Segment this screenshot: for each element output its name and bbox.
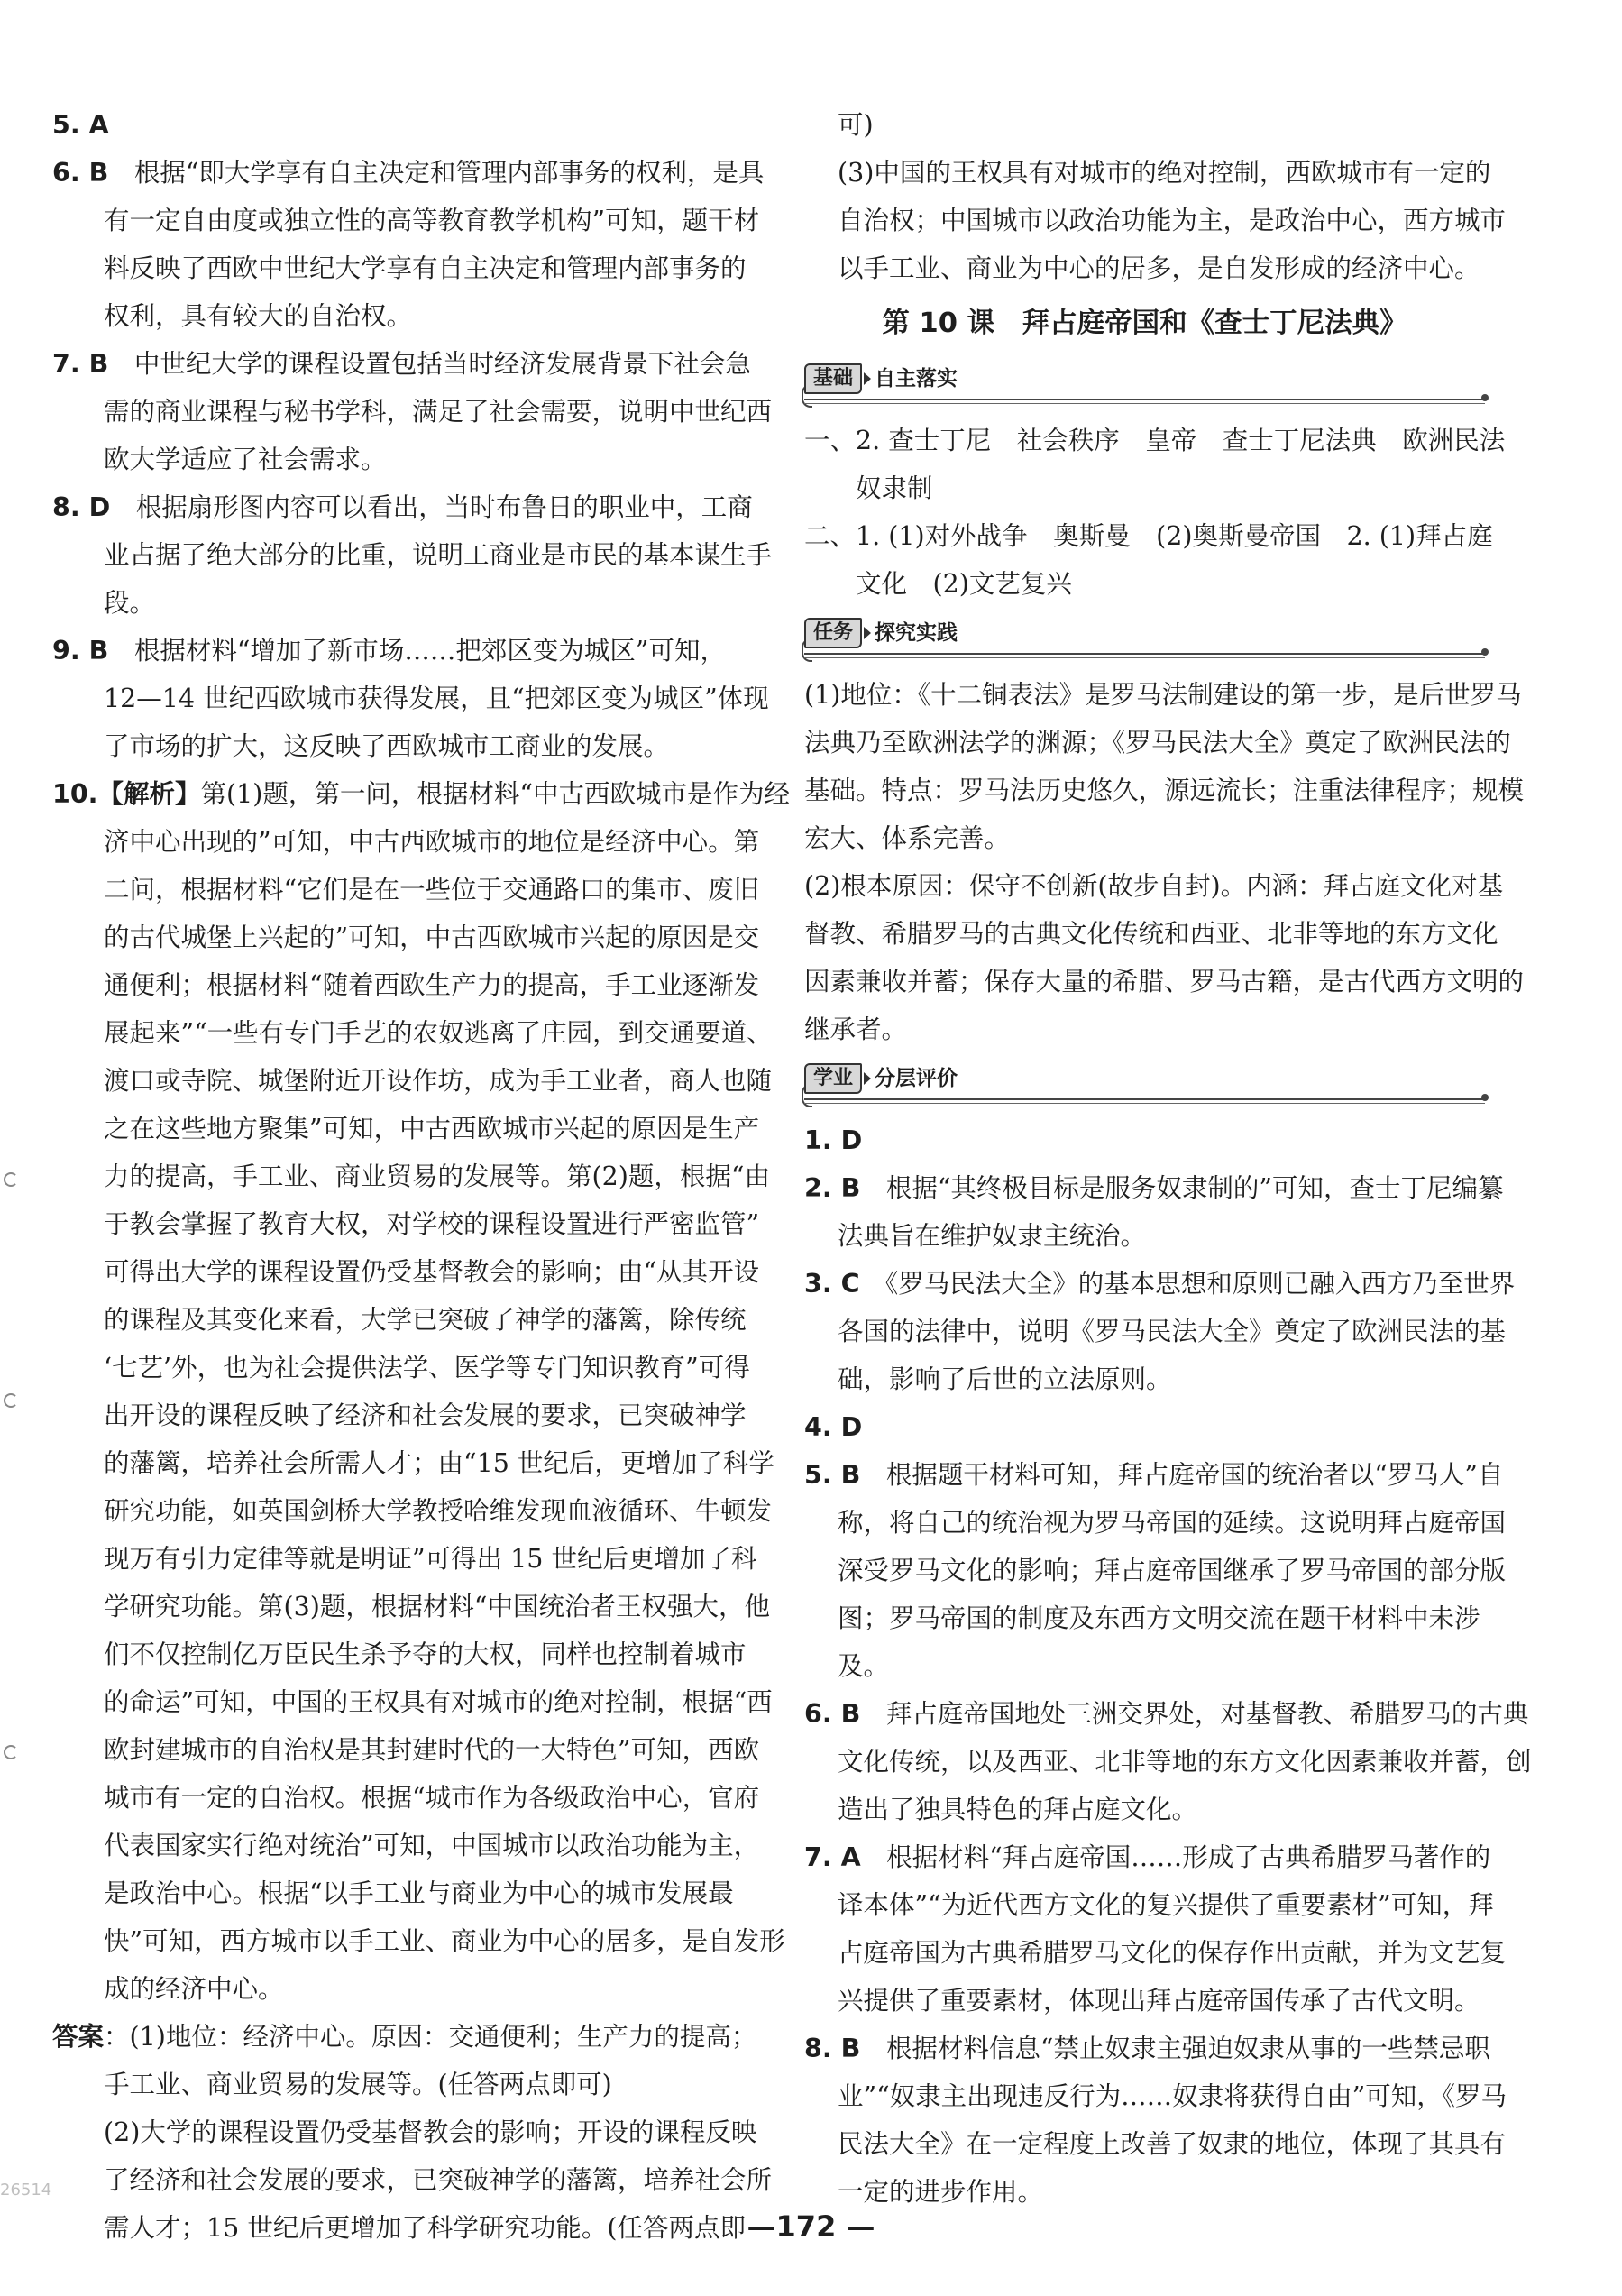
item-text: 第(1)题，第一问，根据材料“中古西欧城市是作为经	[200, 779, 790, 809]
text-line: 及。	[838, 1651, 890, 1681]
arrow-icon	[864, 627, 871, 639]
text-line: 督教、希腊罗马的古典文化传统和西亚、北非等地的东方文化	[804, 919, 1498, 949]
text-line: 兴提供了重要素材，体现出拜占庭帝国传承了古代文明。	[838, 1986, 1480, 2016]
text-line: 欧封建城市的自治权是其封建时代的一大特色”可知，西欧	[104, 1735, 760, 1765]
item-text: 根据“即大学享有自主决定和管理内部事务的权利，是具	[108, 158, 765, 188]
question-item	[52, 770, 790, 818]
text-line: 业占据了绝大部分的比重，说明工商业是市民的基本谋生手	[104, 540, 773, 570]
left-column	[52, 101, 790, 2252]
answer-item	[52, 2013, 757, 2061]
question-number: 5. A	[52, 110, 109, 140]
text-line: 城市有一定的自治权。根据“城市作为各级政治中心，官府	[104, 1783, 760, 1813]
text-line: 需的商业课程与秘书学科，满足了社会需要，说明中世纪西	[104, 397, 773, 427]
text-line: 宏大、体系完善。	[804, 823, 1011, 853]
question-item	[804, 2025, 1490, 2072]
text-line: 可)	[838, 110, 874, 140]
text-line: ‘七艺’外，也为社会提供法学、医学等专门知识教育”可得	[104, 1353, 750, 1382]
question-item	[804, 1260, 1516, 1308]
text-line: 二问，根据材料“它们是在一些位于交通路口的集市、废旧	[104, 875, 760, 905]
question-number: 9. B	[52, 636, 109, 666]
text-line: 基础。特点：罗马法历史悠久，源远流长；注重法律程序；规模	[804, 776, 1525, 805]
question-number: 7. A	[804, 1842, 861, 1872]
question-number: 10.【解析】	[52, 779, 201, 809]
text-line: 一定的进步作用。	[838, 2177, 1044, 2207]
question-item	[52, 340, 751, 388]
text-line: 础，影响了后世的立法原则。	[838, 1364, 1172, 1394]
question-number: 3. C	[804, 1269, 860, 1299]
section-subtitle: 探究实践	[875, 621, 958, 645]
item-text: 中世纪大学的课程设置包括当时经济发展背景下社会急	[108, 349, 751, 379]
text-line: 可得出大学的课程设置仍受基督教会的影响；由“从其开设	[104, 1257, 760, 1287]
text-line: 的命运”可知，中国的王权具有对城市的绝对控制，根据“西	[104, 1687, 773, 1717]
text-line: 深受罗马文化的影响；拜占庭帝国继承了罗马帝国的部分版	[838, 1556, 1507, 1585]
question-item	[804, 1833, 1491, 1881]
text-line: 文化 (2)文艺复兴	[856, 569, 1072, 599]
text-line: (3)中国的王权具有对城市的绝对控制，西欧城市有一定的	[838, 158, 1491, 188]
question-number: 4. D	[804, 1412, 863, 1442]
text-line: 一、2. 查士丁尼 社会秩序 皇帝 查士丁尼法典 欧洲民法	[804, 426, 1506, 455]
item-text: 根据“其终极目标是服务奴隶制的”可知，查士丁尼编纂	[860, 1173, 1504, 1203]
page-number: —172 —	[747, 2209, 875, 2244]
item-text: 根据材料“拜占庭帝国……形成了古典希腊罗马著作的	[860, 1842, 1491, 1872]
text-line: 欧大学适应了社会需求。	[104, 445, 387, 474]
question-number: 2. B	[804, 1173, 861, 1203]
dot-ornament-icon	[1481, 1094, 1489, 1101]
text-line: 权利，具有较大的自治权。	[104, 301, 413, 331]
right-column	[804, 101, 1532, 2216]
text-line: (2)根本原因：保守不创新(故步自封)。内涵：拜占庭文化对基	[804, 871, 1504, 901]
text-line: 图；罗马帝国的制度及东西方文明交流在题干材料中未涉	[838, 1603, 1480, 1633]
question-item	[52, 627, 738, 675]
question-number: 5. B	[804, 1460, 861, 1490]
text-line: 因素兼收并蓄；保存大量的希腊、罗马古籍，是古代西方文明的	[804, 967, 1525, 996]
question-item	[52, 483, 753, 531]
continued-answer	[804, 101, 1507, 292]
question-number: 6. B	[804, 1699, 861, 1729]
text-line: 的藩篱，培养社会所需人才；由“15 世纪后，更增加了科学	[104, 1448, 774, 1478]
section-study-header	[804, 1057, 1485, 1109]
text-line: 奴隶制	[856, 473, 933, 503]
text-line: 了经济和社会发展的要求，已突破神学的藩篱，培养社会所	[104, 2165, 773, 2195]
binding-hole-icon	[4, 1172, 18, 1187]
question-item	[804, 1403, 1485, 1451]
text-line: 研究功能，如英国剑桥大学教授哈维发现血液循环、牛顿发	[104, 1496, 773, 1526]
text-line: 学研究功能。第(3)题，根据材料“中国统治者王权强大，他	[104, 1592, 770, 1621]
text-line: (1)地位：《十二铜表法》是罗马法制建设的第一步，是后世罗马	[804, 680, 1522, 710]
text-line: 二、1. (1)对外战争 奥斯曼 (2)奥斯曼帝国 2. (1)拜占庭	[804, 521, 1493, 551]
dot-ornament-icon	[1481, 648, 1489, 656]
text-line: (2)大学的课程设置仍受基督教会的影响；开设的课程反映	[104, 2117, 757, 2147]
text-line: 之在这些地方聚集”可知，中古西欧城市兴起的原因是生产	[104, 1114, 760, 1143]
question-item	[804, 1116, 1485, 1164]
question-item	[804, 1690, 1529, 1738]
item-text: 根据材料“增加了新市场……把郊区变为城区”可知，	[108, 636, 726, 666]
basics-answers	[804, 417, 1506, 608]
text-line: 以手工业、商业为中心的居多，是自发形成的经济中心。	[838, 253, 1480, 283]
question-number: 7. B	[52, 349, 109, 379]
item-text: 根据扇形图内容可以看出，当时布鲁日的职业中，工商	[110, 492, 753, 522]
question-number: 8. B	[804, 2034, 861, 2063]
arrow-icon	[864, 372, 871, 385]
text-line: 是政治中心。根据“以手工业与商业为中心的城市发展最	[104, 1878, 734, 1908]
question-item	[804, 1164, 1504, 1212]
question-item	[52, 101, 738, 149]
text-line: 料反映了西欧中世纪大学享有自主决定和管理内部事务的	[104, 253, 747, 283]
study-answers	[804, 1116, 1532, 2216]
text-line: 通便利；根据材料“随着西欧生产力的提高，手工业逐渐发	[104, 970, 760, 1000]
text-line: 的古代城堡上兴起的”可知，中古西欧城市兴起的原因是交	[104, 923, 760, 952]
text-line: 译本体”“为近代西方文化的复兴提供了重要素材”可知，拜	[838, 1890, 1494, 1920]
text-line: 民法大全》在一定程度上改善了奴隶的地位，体现了其具有	[838, 2129, 1507, 2159]
question-item	[804, 1451, 1504, 1499]
lesson-title: 第 10 课 拜占庭帝国和《查士丁尼法典》	[882, 308, 1407, 339]
text-line: 济中心出现的”可知，中古西欧城市的地位是经济中心。第	[104, 827, 760, 857]
text-line: 于教会掌握了教育大权，对学校的课程设置进行严密监管”	[104, 1209, 760, 1239]
text-line: 现万有引力定律等就是明证”可得出 15 世纪后更增加了科	[104, 1544, 757, 1574]
text-line: 成的经济中心。	[104, 1974, 284, 2004]
text-line: 继承者。	[804, 1015, 908, 1044]
text-line: 12—14 世纪西欧城市获得发展，且“把郊区变为城区”体现	[104, 684, 769, 713]
section-task-header	[804, 611, 1485, 664]
text-line: 段。	[104, 588, 156, 618]
text-line: 力的提高，手工业、商业贸易的发展等。第(2)题，根据“由	[104, 1162, 770, 1191]
section-tag: 基础	[804, 363, 862, 394]
text-line: 造出了独具特色的拜占庭文化。	[838, 1795, 1198, 1824]
text-line: 们不仅控制亿万臣民生杀予夺的大权，同样也控制着城市	[104, 1639, 747, 1669]
section-subtitle: 分层评价	[875, 1067, 958, 1090]
text-line: 手工业、商业贸易的发展等。(任答两点即可)	[104, 2070, 612, 2099]
question-item	[52, 149, 765, 197]
text-line: 了市场的扩大，这反映了西欧城市工商业的发展。	[104, 731, 670, 761]
text-line: 需人才；15 世纪后更增加了科学研究功能。(任答两点即	[104, 2213, 746, 2243]
item-text: ：(1)地位：经济中心。原因：交通便利；生产力的提高；	[104, 2022, 757, 2052]
question-number: 8. D	[52, 492, 111, 522]
text-line: 快”可知，西方城市以手工业、商业为中心的居多，是自发形	[104, 1926, 785, 1956]
binding-hole-icon	[4, 1393, 18, 1408]
dot-ornament-icon	[1481, 394, 1489, 401]
text-line: 有一定自由度或独立性的高等教育教学机构”可知，题干材	[104, 206, 760, 235]
text-line: 出开设的课程反映了经济和社会发展的要求，已突破神学	[104, 1401, 747, 1430]
text-line: 占庭帝国为古典希腊罗马文化的保存作出贡献，并为文艺复	[838, 1938, 1507, 1968]
text-line: 的课程及其变化来看，大学已突破了神学的藩篱，除传统	[104, 1305, 747, 1335]
question-number: 6. B	[52, 158, 109, 188]
text-line: 展起来”“一些有专门手艺的农奴逃离了庄园，到交通要道、	[104, 1018, 773, 1048]
arrow-icon	[864, 1072, 871, 1085]
section-basics-header	[804, 357, 1485, 409]
section-tag: 任务	[804, 618, 862, 648]
text-line: 法典旨在维护奴隶主统治。	[838, 1221, 1147, 1251]
task-answers	[804, 671, 1525, 1053]
text-line: 渡口或寺院、城堡附近开设作坊，成为手工业者，商人也随	[104, 1066, 773, 1096]
answer-label: 答案	[52, 2022, 105, 2052]
item-text: 根据题干材料可知，拜占庭帝国的统治者以“罗马人”自	[860, 1460, 1504, 1490]
text-line: 业”“奴隶主出现违反行为……奴隶将获得自由”可知，《罗马	[838, 2081, 1507, 2111]
text-line: 各国的法律中，说明《罗马民法大全》奠定了欧洲民法的基	[838, 1317, 1507, 1346]
section-tag: 学业	[804, 1063, 862, 1094]
text-line: 文化传统，以及西亚、北非等地的东方文化因素兼收并蓄，创	[838, 1747, 1532, 1777]
item-text: 拜占庭帝国地处三洲交界处，对基督教、希腊罗马的古典	[860, 1699, 1529, 1729]
section-subtitle: 自主落实	[875, 367, 958, 390]
binding-hole-icon	[4, 1745, 18, 1759]
text-line: 代表国家实行绝对统治”可知，中国城市以政治功能为主，	[104, 1831, 760, 1860]
item-text: 根据材料信息“禁止奴隶主强迫奴隶从事的一些禁忌职	[860, 2034, 1490, 2063]
text-line: 称，将自己的统治视为罗马帝国的延续。这说明拜占庭帝国	[838, 1508, 1507, 1538]
item-text: 《罗马民法大全》的基本思想和原则已融入西方乃至世界	[859, 1269, 1516, 1299]
corner-code: 26514	[0, 2181, 52, 2200]
question-number: 1. D	[804, 1125, 863, 1155]
text-line: 自治权；中国城市以政治功能为主，是政治中心，西方城市	[838, 206, 1507, 235]
text-line: 法典乃至欧洲法学的渊源；《罗马民法大全》奠定了欧洲民法的	[804, 728, 1511, 758]
